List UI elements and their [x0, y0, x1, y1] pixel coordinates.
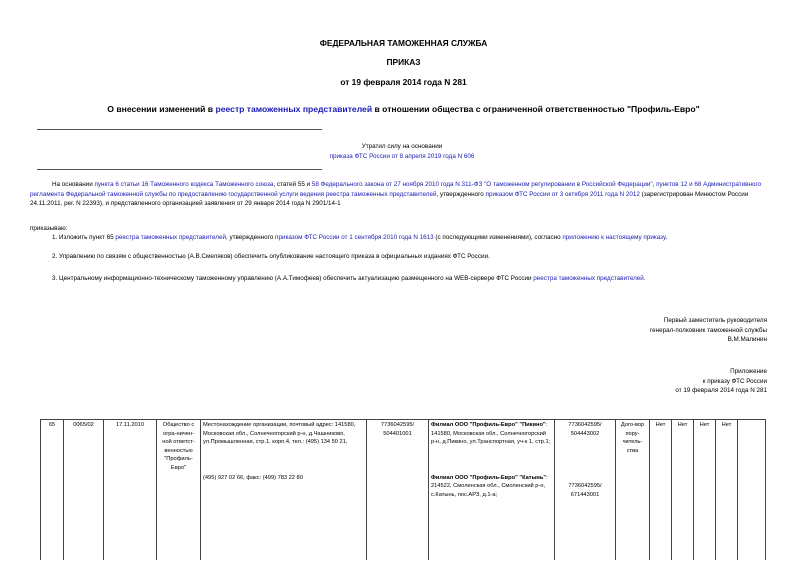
preamble-text: , статей 55 и [273, 181, 312, 188]
item1-appendix-link[interactable]: приложению к настоящему приказу [562, 234, 666, 241]
document-type: ПРИКАЗ [386, 57, 421, 67]
appendix-date: от 19 февраля 2014 года N 281 [675, 387, 767, 395]
appendix-header [675, 367, 767, 396]
item1-text: 1. Изложить пункт 65 [52, 234, 116, 241]
branch-2-inn: 7736042595/ 671443001 [568, 483, 602, 498]
title-registry-link[interactable]: реестр таможенных представителей [215, 104, 373, 114]
branch-1-name: Филиал ООО "Профиль-Евро" "Пикино" [431, 422, 546, 428]
cell-reg-number: 0065/02 [64, 420, 104, 560]
regulation-link[interactable]: пунктов 12 и 68 Административного регламента Федеральной таможенной службы по предоставлению государственной услуги ведения реестра таможенных представителей [30, 181, 762, 198]
branch-2-address: : 214522, Смоленская обл., Смоленский р-н, с.Катынь, пос.АРЗ, д.1-а; [431, 474, 548, 498]
signature-block [650, 316, 767, 345]
order-word: приказываю: [30, 225, 68, 232]
document-title [0, 104, 807, 114]
item1-order-1613-link[interactable]: приказом ФТС России от 1 сентября 2010 года N 1613 [275, 234, 434, 241]
item1-text: . [665, 234, 668, 241]
branch-1 [431, 421, 552, 447]
cell-contract: Дого-вор пору-читель-ства [616, 420, 650, 560]
law-link-tk[interactable]: пункта 6 статьи 16 Таможенного кодекса Таможенного союза [94, 181, 274, 188]
item1-text: (с последующими изменениями), согласно [433, 234, 563, 241]
table-row [41, 420, 766, 560]
cell-number: 65 [41, 420, 64, 560]
item1-text: , утвержденного [225, 234, 276, 241]
title-text-part2: в отношении общества с ограниченной ответственностью "Профиль-Евро" [372, 104, 700, 114]
divider-bottom [37, 169, 322, 170]
title-text-part1: О внесении изменений в [107, 104, 216, 114]
cell-date: 17.11.2010 [104, 420, 157, 560]
preamble-text: , [652, 181, 657, 188]
cell-flag-2: Нет [672, 420, 694, 560]
address-text: Местонахождение организации, почтовый адрес: 141580, Московская обл., Солнечногорский р-н, д.Чашниково, ул.Промышленная, стр.1, корп.4, тел.: (495) 134 50 21, [203, 422, 356, 446]
status-line: Утратил силу на основании [361, 143, 443, 150]
cell-inn-kpp: 7736042595/ 504401001 [367, 420, 429, 560]
order-2012-link[interactable]: приказом ФТС России от 3 октября 2011 года N 2012 [485, 190, 640, 198]
phones-text: (495) 927 02 66, факс: (499) 783 22 80 [203, 474, 303, 481]
order-item-1 [30, 233, 778, 243]
appendix-label: Приложение [730, 368, 767, 375]
item3-registry-link[interactable]: реестра таможенных представителей [533, 275, 644, 282]
signer-name: В.М.Малинин [727, 336, 767, 344]
cell-branch-inn [555, 420, 616, 560]
branch-2 [431, 474, 552, 500]
preamble-text: , утвержденного [436, 190, 486, 198]
cell-flag-4: Нет [716, 420, 738, 560]
signer-position: Первый заместитель руководителя [663, 317, 767, 324]
cell-branches [429, 420, 555, 560]
order-item-3 [30, 274, 778, 284]
cell-address [201, 420, 367, 560]
document-date-number: от 19 февраля 2014 года N 281 [340, 77, 467, 87]
preamble-text: На основании [52, 181, 95, 188]
status-link[interactable]: приказа ФТС России от 8 апреля 2019 года N 606 [329, 152, 475, 160]
law-link-311fz[interactable]: 58 Федерального закона от 27 ноября 2010 года N 311-ФЗ "О таможенном регулировании в Российской Федерации" [311, 181, 653, 188]
order-item-2: 2. Управлению по связям с общественностью (А.В.Смеляков) обеспечить опубликование настоящего приказа в официальных изданиях ФТС России. [52, 253, 490, 260]
status-block [322, 142, 482, 161]
item1-registry-link[interactable]: реестра таможенных представителей [115, 234, 226, 241]
cell-organization: Общество с огра-ничен-ной ответст-венностью "Профиль-Евро" [157, 420, 201, 560]
item3-text: . [643, 275, 646, 282]
cell-flag-1: Нет [650, 420, 672, 560]
cell-flag-3: Нет [694, 420, 716, 560]
item3-text: 3. Центральному информационно-техническому таможенному управлению (А.А.Тимофеев) обеспечить актуализацию размещенного на WEB-сервере ФТС России [52, 275, 534, 282]
appendix-ref: к приказу ФТС России [702, 377, 767, 385]
branch-1-inn: 7736042595/ 504443002 [568, 422, 602, 437]
preamble-text: (зарегистрирован Минюстом России 24.11.2011, рег. N 22393), и представленного организацией заявления от 29 января 2014 года N 2901/14-1 [30, 190, 749, 208]
agency-name: ФЕДЕРАЛЬНАЯ ТАМОЖЕННАЯ СЛУЖБА [319, 38, 488, 48]
signer-rank: генерал-полковник таможенной службы [649, 326, 767, 334]
preamble-paragraph [30, 180, 778, 209]
registry-table [40, 419, 766, 560]
branch-1-address: : 141580, Московская обл., Солнечногорский р-н, д.Пикино, ул.Транспортная, уч-к 1, стр.1; [431, 422, 551, 446]
branch-2-name: Филиал ООО "Профиль-Евро" "Катынь" [431, 474, 547, 481]
cell-empty [738, 420, 766, 560]
divider-top [37, 129, 322, 130]
